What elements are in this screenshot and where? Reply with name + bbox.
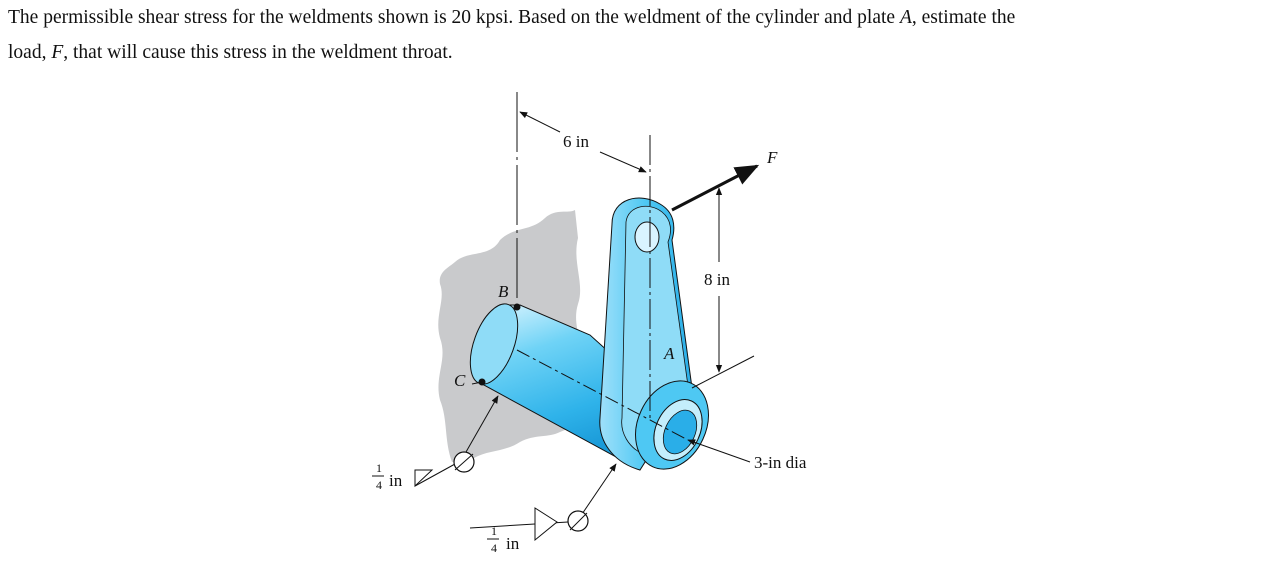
weld-left-den: 4 — [376, 478, 382, 492]
weld-bottom-leader — [578, 464, 616, 520]
pin-hole — [635, 222, 659, 252]
weld-bottom-unit: in — [506, 534, 520, 553]
dia-leader — [688, 440, 750, 462]
load-label-inline: F — [51, 42, 64, 63]
weld-bottom-den: 4 — [491, 541, 497, 555]
weld-bottom-num: 1 — [491, 524, 497, 538]
force-F-label: F — [767, 148, 778, 167]
point-B-dot — [514, 304, 521, 311]
problem-text-1: The permissible shear stress for the weldments shown is 20 kpsi. Based on the weldment of the cylinder and plate — [8, 7, 900, 28]
label-A: A — [664, 344, 675, 363]
problem-text-2: , estimate the — [911, 7, 1016, 28]
problem-text-3: load, — [8, 42, 52, 63]
dim-8in-label: 8 in — [704, 270, 730, 289]
weld-bottom-fillet-icon — [535, 508, 557, 540]
dim-6in-line-2 — [600, 152, 646, 172]
dim-8in-extension — [692, 356, 754, 388]
label-B: B — [498, 282, 509, 301]
weld-left-num: 1 — [376, 461, 382, 475]
dia-label: 3-in dia — [754, 453, 807, 472]
dim-6in-label: 6 in — [563, 132, 589, 151]
problem-text-4: , that will cause this stress in the weldment throat. — [63, 42, 453, 63]
label-C: C — [454, 371, 466, 390]
weld-left-unit: in — [389, 471, 403, 490]
plate-label-inline: A — [899, 7, 912, 28]
force-F-arrow — [672, 166, 757, 210]
weld-bottom-all-around — [568, 511, 588, 531]
dim-6in-line-1 — [520, 112, 560, 132]
